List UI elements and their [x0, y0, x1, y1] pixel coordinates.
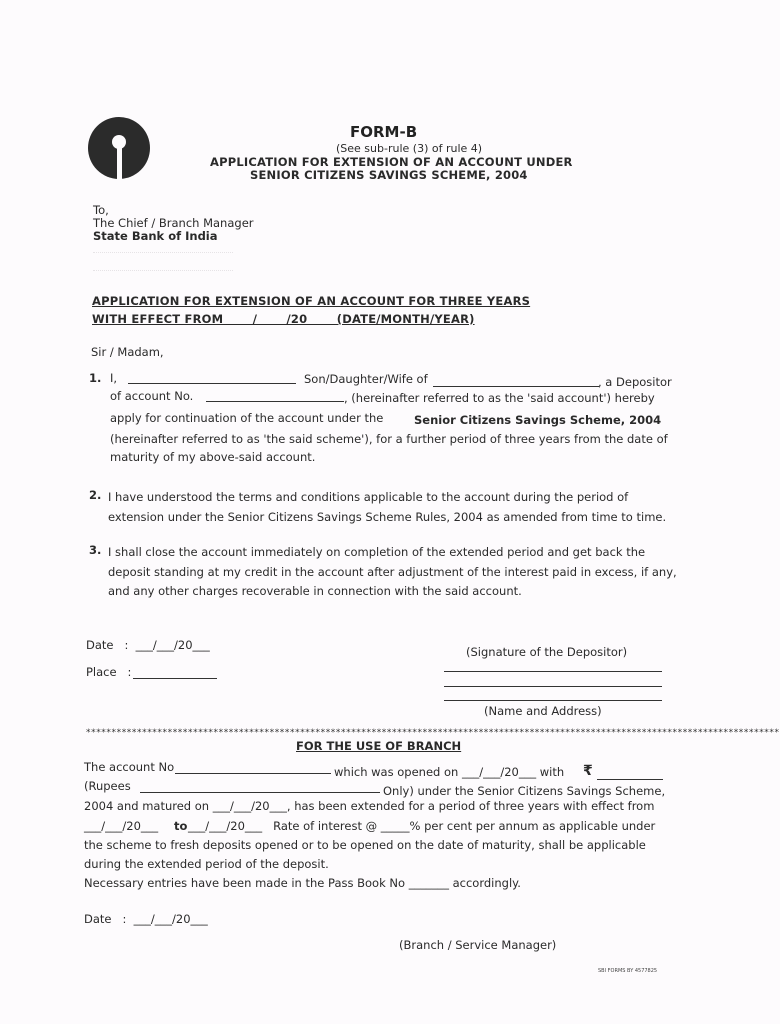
- para1-l1b: Son/Daughter/Wife of: [304, 372, 428, 386]
- place-field: [133, 678, 217, 679]
- branch-date: Date : ___/___/20___: [84, 912, 208, 926]
- depositor-date: Date : ___/___/20___: [86, 638, 210, 652]
- para1-l1c: , a Depositor: [598, 375, 672, 389]
- para1-scheme-name: Senior Citizens Savings Scheme, 2004: [414, 413, 662, 427]
- para2-number: 2.: [89, 488, 102, 502]
- signature-label: (Signature of the Depositor): [466, 645, 628, 659]
- para2-l1: I have understood the terms and conditions applicable to the account during the period of: [108, 490, 629, 504]
- name-line: [444, 686, 662, 687]
- salutation: Sir / Madam,: [91, 345, 164, 359]
- branch-l4b: ___/___/20___ Rate of interest @ _____% per cent per annum as applicable under: [188, 819, 656, 833]
- subject-line2: WITH EFFECT FROM / /20 (DATE/MONTH/YEAR): [92, 312, 475, 326]
- address-bank: State Bank of India: [93, 229, 218, 243]
- signature-line: [444, 671, 662, 672]
- para1-l5: maturity of my above-said account.: [110, 450, 316, 464]
- para1-l4: (hereinafter referred to as 'the said scheme'), for a further period of three years from the date of: [110, 432, 668, 446]
- amount-field: [597, 779, 663, 780]
- para3-number: 3.: [89, 543, 102, 557]
- branch-l5: the scheme to fresh deposits opened or to be opened on the date of maturity, shall be applicable: [84, 838, 646, 852]
- sbi-logo-icon: [88, 117, 150, 179]
- depositor-name-field: [128, 383, 296, 384]
- address-to: To,: [93, 203, 109, 217]
- branch-l4a: ___/___/20___: [84, 819, 159, 833]
- rupee-icon: ₹: [583, 763, 593, 779]
- name-address-label: (Name and Address): [484, 704, 602, 718]
- depositor-place: Place :: [86, 665, 132, 679]
- sub-rule: (See sub-rule (3) of rule 4): [336, 142, 483, 155]
- rupees-words-field: [140, 792, 380, 793]
- account-number-field: [206, 401, 344, 402]
- branch-l7: Necessary entries have been made in the Pass Book No _______ accordingly.: [84, 876, 521, 890]
- star-separator: ****************************************************************************************************************************************: [86, 728, 780, 738]
- form-title: FORM-B: [350, 123, 418, 141]
- form-heading-line2: SENIOR CITIZENS SAVINGS SCHEME, 2004: [250, 168, 528, 182]
- subject-line1: APPLICATION FOR EXTENSION OF AN ACCOUNT FOR THREE YEARS: [92, 294, 531, 308]
- para3-l2: deposit standing at my credit in the account after adjustment of the interest paid in excess, if any,: [108, 565, 677, 579]
- para1-number: 1.: [89, 371, 102, 385]
- footer-form-code: SBI FORMS BY 4577825: [598, 968, 658, 974]
- branch-l4-to: to: [174, 819, 188, 833]
- address-recipient: The Chief / Branch Manager: [93, 216, 254, 230]
- branch-l6: during the extended period of the deposit.: [84, 857, 329, 871]
- form-heading-line1: APPLICATION FOR EXTENSION OF AN ACCOUNT UNDER: [210, 155, 573, 169]
- para3-l1: I shall close the account immediately on completion of the extended period and get back the: [108, 545, 646, 559]
- branch-l2b: Only) under the Senior Citizens Savings Scheme,: [383, 784, 666, 798]
- branch-account-field: [175, 773, 331, 774]
- branch-l2a: (Rupees: [84, 779, 131, 793]
- para1-l1a: I,: [110, 371, 118, 385]
- branch-l1b: which was opened on ___/___/20___ with: [334, 765, 565, 779]
- para2-l2: extension under the Senior Citizens Savings Scheme Rules, 2004 as amended from time to time.: [108, 510, 667, 524]
- address-line: [444, 700, 662, 701]
- branch-section-title: FOR THE USE OF BRANCH: [296, 739, 462, 753]
- branch-l3: 2004 and matured on ___/___/20___, has been extended for a period of three years with effect from: [84, 799, 655, 813]
- para1-l3a: apply for continuation of the account under the: [110, 411, 384, 425]
- para3-l3: and any other charges recoverable in connection with the said account.: [108, 584, 522, 598]
- para1-l2a: of account No.: [110, 389, 194, 403]
- manager-label: (Branch / Service Manager): [399, 938, 557, 952]
- branch-l1a: The account No: [84, 760, 175, 774]
- relation-name-field: [433, 386, 599, 387]
- para1-l2b: , (hereinafter referred to as the 'said account') hereby: [344, 391, 655, 405]
